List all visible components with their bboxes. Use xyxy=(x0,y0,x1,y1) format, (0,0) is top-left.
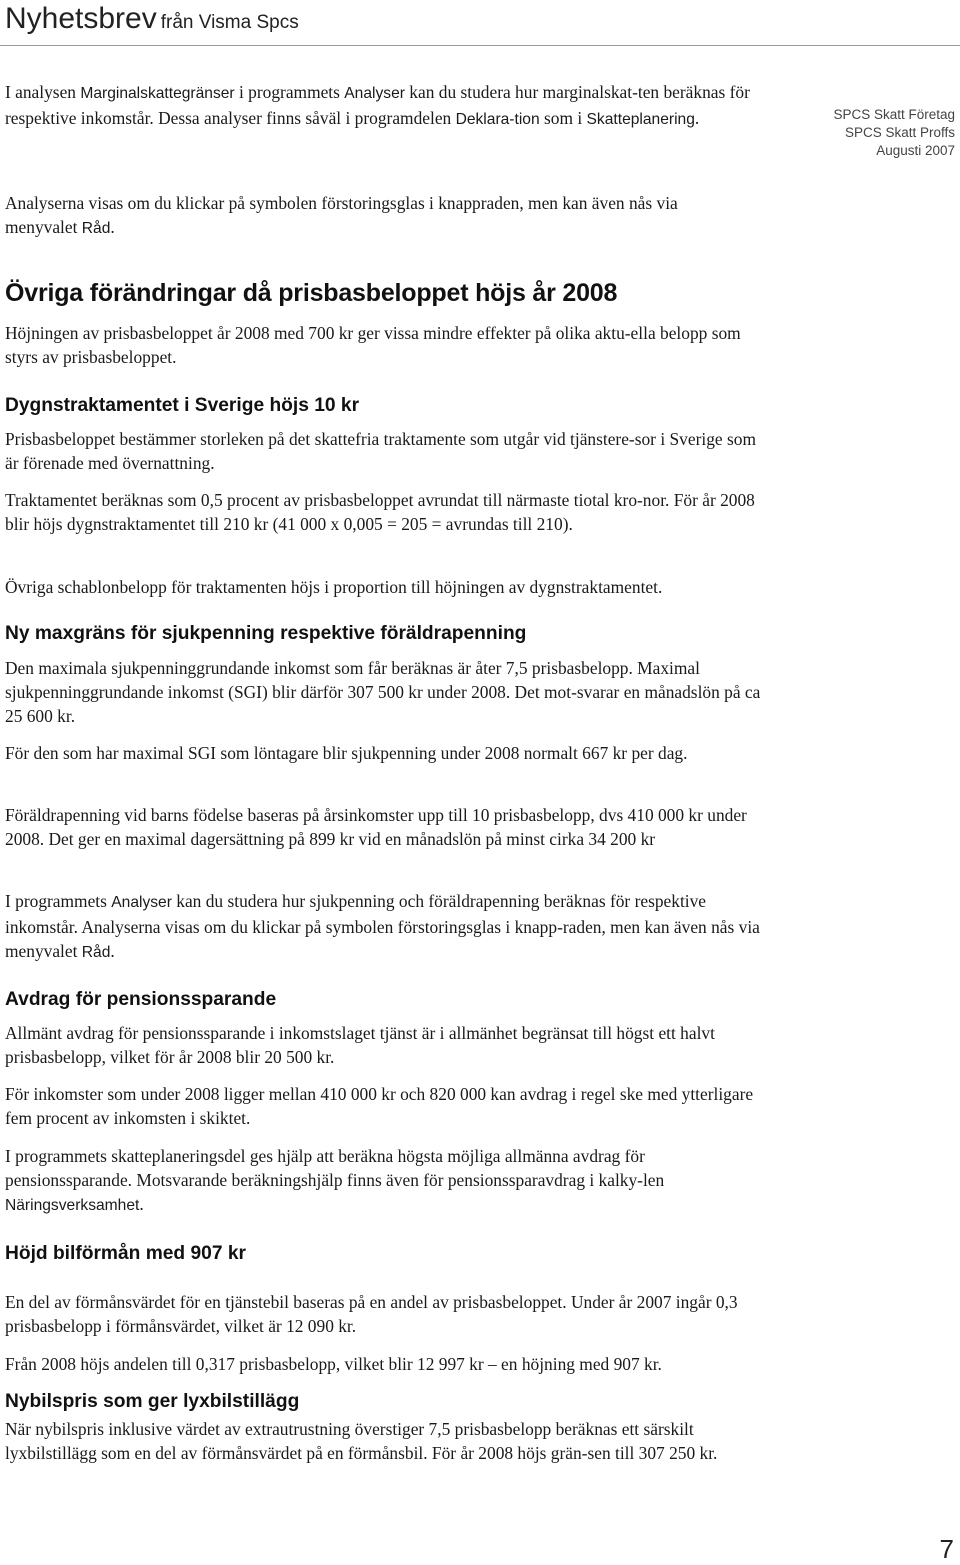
ui-term: Näringsverksamhet xyxy=(5,1197,140,1215)
paragraph: För den som har maximal SGI som löntagare blir sjukpenning under 2008 normalt 667 kr per dag. xyxy=(5,743,688,763)
subheading-traktamente: Dygnstraktamentet i Sverige höjs 10 kr xyxy=(5,395,360,416)
newsletter-subtitle: från Visma Spcs xyxy=(160,12,299,33)
intro-paragraph-2: Analyserna visas om du klickar på symbolen förstoringsglas i knappraden, men kan även nås via menyvalet Råd. xyxy=(5,193,678,238)
subheading-sjukpenning: Ny maxgräns för sjukpenning respektive föräldrapenning xyxy=(5,623,527,644)
ui-term: Råd xyxy=(81,220,111,238)
paragraph: I programmets Analyser kan du studera hur sjukpenning och föräldrapenning beräknas för respektive inkomstår. Analyserna visas om du klickar på symbolen förstoringsglas i knapp-raden, men kan även nås via menyvalet Råd. xyxy=(5,891,760,962)
subheading-bilforman: Höjd bilförmån med 907 kr xyxy=(5,1243,246,1264)
paragraph: Traktamentet beräknas som 0,5 procent av prisbasbeloppet avrundat till närmaste tiotal kro-nor. För år 2008 blir höjs dygnstraktamentet till 210 kr (41 000 x 0,005 = 205 = avrundas till 210). xyxy=(5,490,755,535)
page-number: 7 xyxy=(939,1534,954,1564)
paragraph: Övriga schablonbelopp för traktamenten höjs i proportion till höjningen av dygnstraktamentet. xyxy=(5,577,663,597)
paragraph: För inkomster som under 2008 ligger mellan 410 000 kr och 820 000 kan avdrag i regel ske med ytterligare fem procent av inkomsten i skiktet. xyxy=(5,1084,754,1129)
paragraph: Föräldrapenning vid barns födelse baseras på årsinkomster upp till 10 prisbasbelopp, dvs 410 000 kr under 2008. Det ger en maximal dagersättning på 899 kr vid en månadslön på minst cirka 34 200 kr xyxy=(5,805,747,850)
section-intro: Höjningen av prisbasbeloppet år 2008 med 700 kr ger vissa mindre effekter på olika aktu-ella belopp som styrs av prisbasbeloppet. xyxy=(5,323,741,368)
ui-term: Analyser xyxy=(344,85,405,102)
newsletter-title: Nyhetsbrev xyxy=(5,2,157,35)
masthead xyxy=(5,2,299,36)
ui-term: Råd xyxy=(81,944,111,962)
paragraph: Från 2008 höjs andelen till 0,317 prisbasbelopp, vilket blir 12 997 kr – en höjning med 907 kr. xyxy=(5,1354,662,1374)
intro-paragraph-1: I analysen Marginalskattegränser i programmets Analyser kan du studera hur marginalskat-ten beräknas för respektive inkomstår. Dessa analyser finns såväl i programdelen Deklara-tion som i Skatteplanering. xyxy=(5,82,750,129)
paragraph: En del av förmånsvärdet för en tjänstebil baseras på en andel av prisbasbeloppet. Under år 2007 ingår 0,3 prisbasbelopp i förmånsvärdet, vilket är 12 090 kr. xyxy=(5,1292,738,1337)
product-name-2: SPCS Skatt Proffs xyxy=(844,125,955,140)
header-divider xyxy=(0,45,960,46)
paragraph: Prisbasbeloppet bestämmer storleken på det skattefria traktamente som utgår vid tjänstere-sor i Sverige som är förenade med övernattning. xyxy=(5,429,756,474)
paragraph: När nybilspris inklusive värdet av extrautrustning överstiger 7,5 prisbasbelopp beräknas ett särskilt lyxbilstillägg som en del av förmånsvärdet på en förmånsbil. För år 2008 höjs grän-sen till 307 250 kr. xyxy=(5,1419,718,1464)
section-heading: Övriga förändringar då prisbasbeloppet höjs år 2008 xyxy=(5,279,618,307)
ui-term: Marginalskattegränser xyxy=(80,85,235,102)
product-name-1: SPCS Skatt Företag xyxy=(833,107,955,122)
ui-term: Analyser xyxy=(111,894,172,911)
paragraph: Allmänt avdrag för pensionssparande i inkomstslaget tjänst är i allmänhet begränsat till högst ett halvt prisbasbelopp, vilket för år 2008 blir 20 500 kr. xyxy=(5,1023,715,1068)
paragraph: Den maximala sjukpenninggrundande inkomst som får beräknas är åter 7,5 prisbasbelopp. Maximal sjukpenninggrundande inkomst (SGI) blir därför 307 500 kr under 2008. Det mot-svarar en månadslön på ca 25 600 kr. xyxy=(5,658,761,727)
ui-term: Deklara-tion xyxy=(455,111,540,129)
subheading-pension: Avdrag för pensionssparande xyxy=(5,989,277,1010)
edition-info xyxy=(833,106,955,160)
ui-term: Skatteplanering xyxy=(586,111,695,129)
paragraph: I programmets skatteplaneringsdel ges hjälp att beräkna högsta möjliga allmänna avdrag för pensionssparande. Motsvarande beräkningshjälp finns även för pensionssparavdrag i kalky-len Näringsverksamhet. xyxy=(5,1146,665,1215)
subheading-lyxbil: Nybilspris som ger lyxbilstillägg xyxy=(5,1391,300,1412)
edition-date: Augusti 2007 xyxy=(876,143,955,158)
